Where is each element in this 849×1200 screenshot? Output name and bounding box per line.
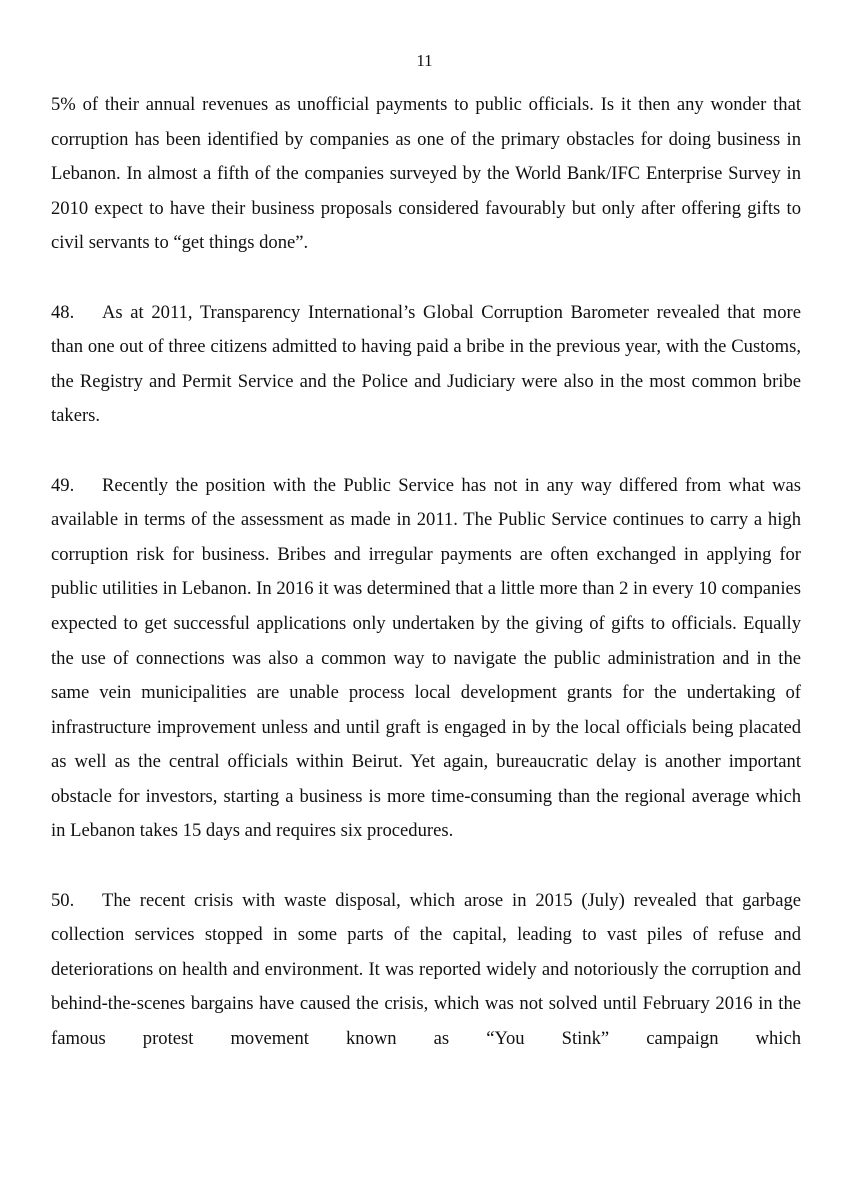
paragraph-text: Recently the position with the Public Service has not in any way differed from what was available in terms of the assessment as made in 2011. The Public Service continues to carry a high corruption risk for business. Bribes and irregular payments are often exchanged in applying for public utilities in Lebanon. In 2016 it was determined that a little more than 2 in every 10 companies expected to get successful applications only undertaken by the giving of gifts to officials. Equally the use of connections was also a common way to navigate the public administration and in the same vein municipalities are unable process local development grants for the undertaking of infrastructure improvement unless and until graft is engaged in by the local officials being placated as well as the central officials within Beirut. Yet again, bureaucratic delay is another important obstacle for investors, starting a business is more time-consuming than the regional average which in Lebanon takes 15 days and requires six procedures. [51, 474, 801, 842]
paragraph-text: The recent crisis with waste disposal, which arose in 2015 (July) revealed that garbage collection services stopped in some parts of the capital, leading to vast piles of refuse and deteriorations on health and environment. It was reported widely and notoriously the corruption and behind-the-scenes bargains have caused the crisis, which was not solved until February 2016 in the famous protest movement known as “You Stink” campaign which [51, 889, 801, 1050]
page-number: 11 [416, 51, 433, 70]
paragraph-text: 5% of their annual revenues as unofficial payments to public officials. Is it then any wonder that corruption has been identified by companies as one of the primary obstacles for doing business in Lebanon. In almost a fifth of the companies surveyed by the World Bank/IFC Enterprise Survey in 2010 expect to have their business proposals considered favourably but only after offering gifts to civil servants to “get things done”. [51, 94, 801, 254]
paragraph-number: 49. [51, 474, 75, 496]
paragraph-number: 50. [51, 889, 75, 911]
paragraph-text: As at 2011, Transparency International’s Global Corruption Barometer revealed that more than one out of three citizens admitted to having paid a bribe in the previous year, with the Customs, the Registry and Permit Service and the Police and Judiciary were also in the most common bribe takers. [51, 301, 801, 427]
paragraph-number: 48. [51, 301, 75, 323]
paragraph-continued [51, 88, 801, 261]
paragraph-50 [51, 884, 801, 1057]
paragraph-48 [51, 296, 801, 434]
document-body [51, 88, 801, 1057]
paragraph-49 [51, 469, 801, 850]
